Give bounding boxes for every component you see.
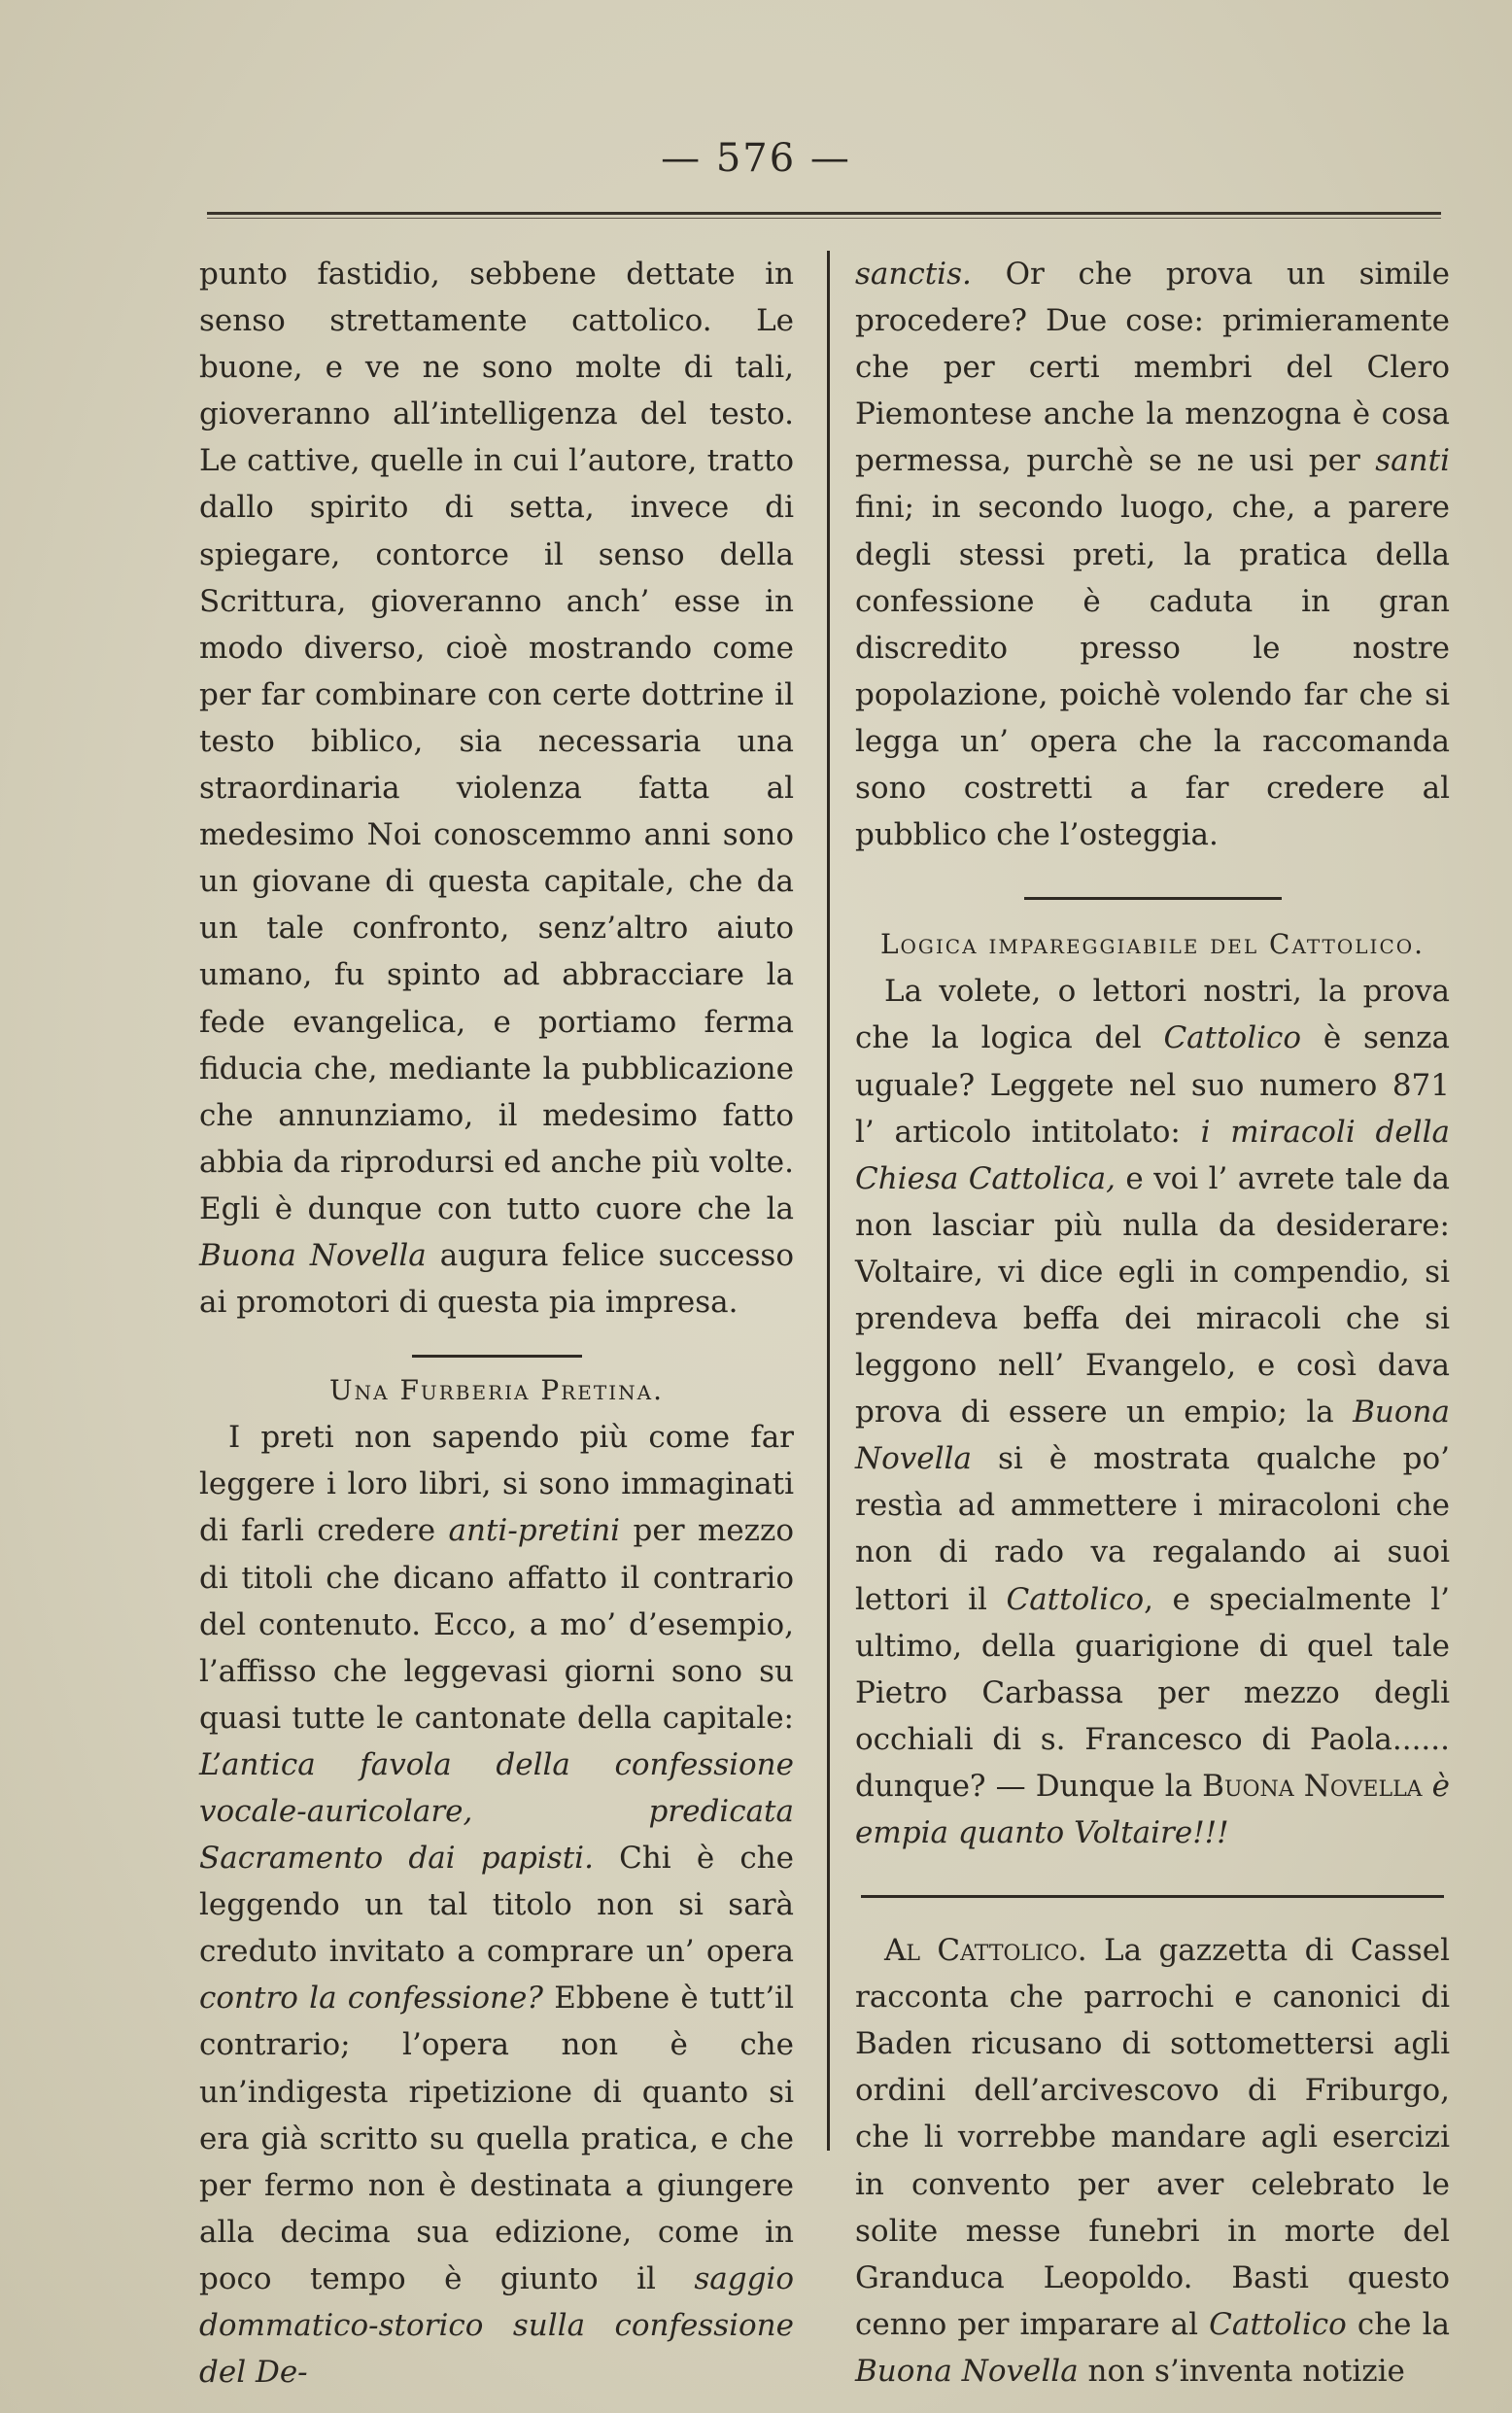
section-rule bbox=[1024, 897, 1282, 900]
paragraph: Al Cattolico. La gazzetta di Cassel racconta che parrochi e canonici di Baden ricusano di sottomettersi agli ordini dell’arcivescovo di Friburgo, che li vorrebbe mandare agli esercizi in convento per aver celebrato le solite messe funebri in morte del Granduca Leopoldo. Basti questo cenno per imparare al Cattolico che la Buona Novella non s’inventa notizie bbox=[855, 1933, 1450, 2389]
right-column bbox=[855, 251, 1450, 2395]
paragraph: La volete, o lettori nostri, la prova che la logica del Cattolico è senza uguale? Leggete nel suo numero 871 l’ articolo intitolato: i miracoli della Chiesa Cattolica, e voi l’ avrete tale da non lasciar più nulla da desiderare: Voltaire, vi dice egli in compendio, si prendeva beffa dei miracoli che si leggono nell’ Evangelo, e così dava prova di essere un empio; la Buona Novella si è mostrata qualche po’ restìa ad ammettere i miracoloni che non di rado va regalando ai suoi lettori il Cattolico, e specialmente l’ ultimo, della guarigione di quel tale Pietro Carbassa per mezzo degli occhiali di s. Francesco di Paola...... dunque? — Dunque la Buona Novella è empia quanto Voltaire!!! bbox=[855, 974, 1450, 1850]
paragraph: I preti non sapendo più come far leggere i loro libri, si sono immaginati di farli credere anti-pretini per mezzo di titoli che dicano affatto il contrario del contenuto. Ecco, a mo’ d’esempio, l’affisso che leggevasi giorni sono su quasi tutte le cantonate della capitale: L’antica favola della confessione vocale-auricolare, predicata Sacramento dai papisti. Chi è che leggendo un tal titolo non si sarà creduto invitato a comprare un’ opera contro la confessione? Ebbene è tutt’il contrario; l’opera non è che un’indigesta ripetizione di quanto si era già scritto su quella pratica, e che per fermo non è destinata a giungere alla decima sua edizione, come in poco tempo è giunto il saggio dommatico-storico sulla confessione del De- bbox=[199, 1420, 795, 2391]
section-heading: Logica impareggiabile del Cattolico. bbox=[879, 928, 1426, 961]
paragraph: sanctis. Or che prova un simile procedere? Due cose: primieramente che per certi membri del Clero Piemontese anche la menzogna è cosa permessa, purchè se ne usi per santi fini; in secondo luogo, che, a parere degli stessi preti, la pratica della confessione è caduta in gran discredito presso le nostre popolazione, poichè volendo far che si legga un’ opera che la raccomanda sono costretti a far credere al pubblico che l’osteggia. bbox=[855, 257, 1450, 853]
section-rule bbox=[412, 1355, 582, 1358]
header-rule bbox=[207, 212, 1441, 219]
page-number: — 576 — bbox=[661, 136, 851, 181]
paragraph: punto fastidio, sebbene dettate in senso strettamente cattolico. Le buone, e ve ne sono molte di tali, gioveranno all’intelligenza del testo. Le cattive, quelle in cui l’autore, tratto dallo spirito di setta, invece di spiegare, contorce il senso della Scrittura, gioveranno anch’ esse in modo diverso, cioè mostrando come per far combinare con certe dottrine il testo biblico, sia necessaria una straordinaria violenza fatta al medesimo Noi conoscemmo anni sono un giovane di questa capitale, che da un tale confronto, senz’altro aiuto umano, fu spinto ad abbracciare la fede evangelica, e portiamo ferma fiducia che, mediante la pubblicazione che annunziamo, il medesimo fatto abbia da riprodursi ed anche più volte. Egli è dunque con tutto cuore che la Buona Novella augura felice successo ai promotori di questa pia impresa. bbox=[199, 257, 794, 1321]
italic-title: Buona Novella bbox=[199, 1237, 427, 1273]
section-heading: Una Furberia Pretina. bbox=[329, 1374, 664, 1407]
section-rule bbox=[861, 1895, 1444, 1898]
left-column bbox=[199, 251, 794, 2396]
column-divider bbox=[827, 251, 830, 2151]
